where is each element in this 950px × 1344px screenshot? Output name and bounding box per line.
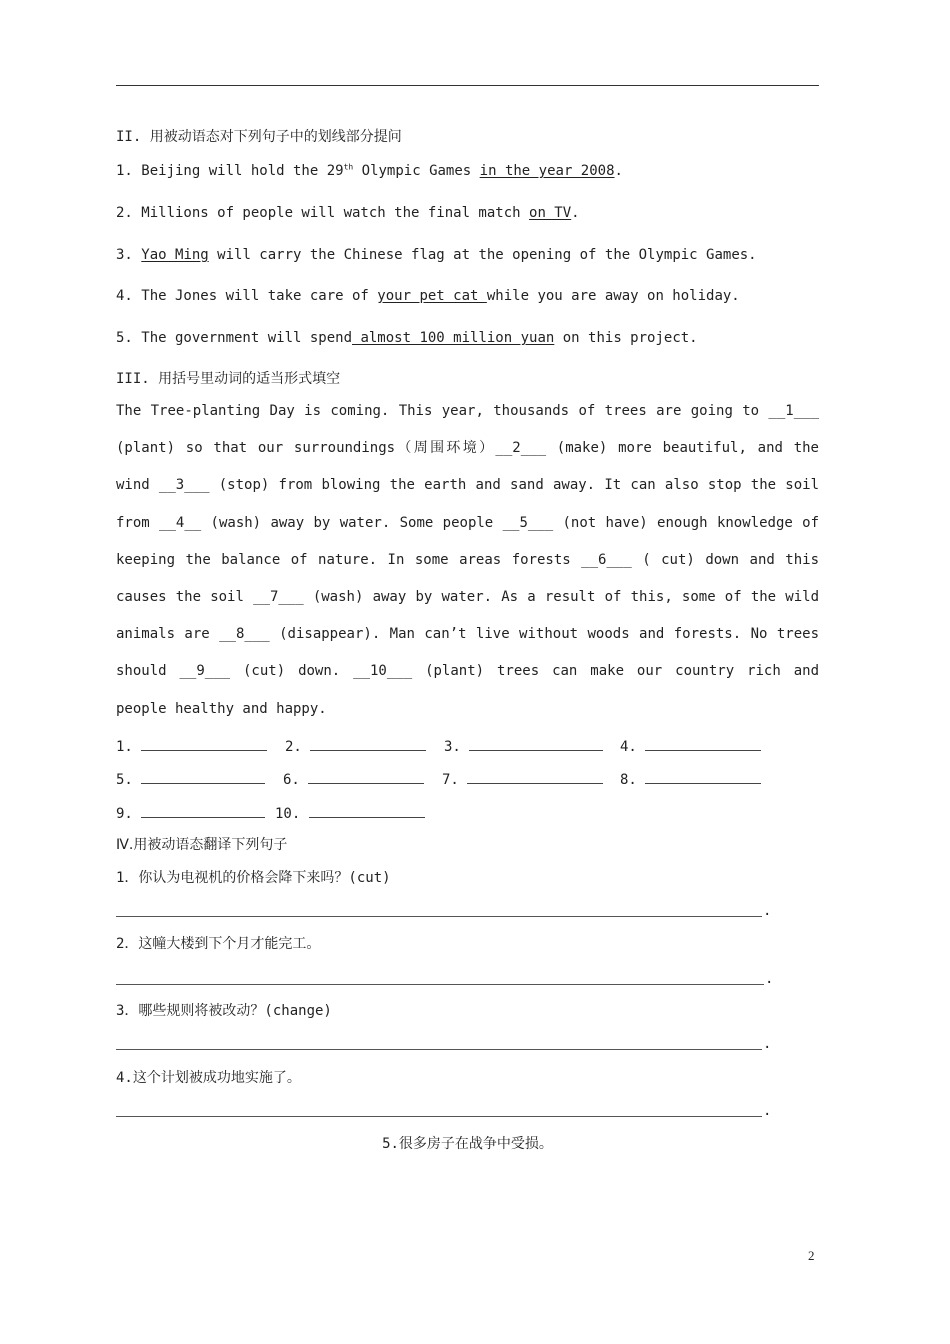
answer-3[interactable]: 3. xyxy=(444,736,603,756)
answer-blank[interactable] xyxy=(645,769,761,784)
translation-line-2[interactable] xyxy=(116,984,764,985)
answer-9[interactable]: 9. xyxy=(116,803,265,823)
section3-passage: The Tree-planting Day is coming. This year, thousands of trees are going to __1___ (plant) so that our surroundings（周围环境）__2___ (make) more beautiful, and the wind __3___ (stop) from blowing the earth and sand away. It can also stop the soil from __4__ (wash) away by water. Some people __5___ (not have) enough knowledge of keeping the balance of nature. In some areas forests __6___ ( cut) down and this causes the soil __7___ (wash) away by water. As a result of this, some of the wild animals are __8___ (disappear). Man can’t live without woods and forests. No trees should __9___ (cut) down. __10___ (plant) trees can make our country rich and people healthy and happy. xyxy=(116,403,819,717)
answer-blank[interactable] xyxy=(469,736,603,751)
answer-blank[interactable] xyxy=(309,803,425,818)
translation-line-1[interactable] xyxy=(116,916,762,917)
underlined-phrase: on TV xyxy=(529,205,572,221)
answer-1[interactable]: 1. xyxy=(116,736,267,756)
answer-2[interactable]: 2. xyxy=(285,736,426,756)
section2-heading: II. 用被动语态对下列句子中的划线部分提问 xyxy=(116,129,402,145)
header-rule xyxy=(116,85,819,86)
answer-blank[interactable] xyxy=(308,769,424,784)
section2-item-5: 5. The government will spend almost 100 million yuan on this project. xyxy=(116,330,698,346)
answer-4[interactable]: 4. xyxy=(620,736,761,756)
section2-item-2: 2. Millions of people will watch the final match on TV. xyxy=(116,205,580,221)
section3-heading: III. 用括号里动词的适当形式填空 xyxy=(116,371,341,387)
translation-line-4[interactable] xyxy=(116,1116,762,1117)
underlined-phrase: Yao Ming xyxy=(141,247,209,263)
underlined-phrase: your pet cat xyxy=(377,288,487,304)
section2-item-1: 1. Beijing will hold the 29th Olympic Games in the year 2008. xyxy=(116,162,623,179)
answer-blank[interactable] xyxy=(467,769,603,784)
section4-item-3: 3．哪些规则将被改动？(change) xyxy=(116,1003,332,1019)
answer-5[interactable]: 5. xyxy=(116,769,265,789)
answer-7[interactable]: 7. xyxy=(442,769,603,789)
underlined-phrase: almost 100 million yuan xyxy=(352,330,555,346)
section4-heading: Ⅳ.用被动语态翻译下列句子 xyxy=(116,837,288,853)
underlined-phrase: in the year 2008 xyxy=(479,163,615,179)
answer-6[interactable]: 6. xyxy=(283,769,424,789)
answer-8[interactable]: 8. xyxy=(620,769,761,789)
answer-blank[interactable] xyxy=(141,803,265,818)
answer-blank[interactable] xyxy=(141,769,265,784)
section4-item-2: 2．这幢大楼到下个月才能完工。 xyxy=(116,936,321,952)
section2-item-4: 4. The Jones will take care of your pet cat while you are away on holiday. xyxy=(116,288,740,304)
answer-blank[interactable] xyxy=(310,736,426,751)
section4-item-1: 1．你认为电视机的价格会降下来吗？(cut) xyxy=(116,870,391,886)
section4-item-4: 4.这个计划被成功地实施了。 xyxy=(116,1070,301,1086)
answer-blank[interactable] xyxy=(645,736,761,751)
section4-item-5: 5.很多房子在战争中受损。 xyxy=(382,1136,553,1152)
answer-10[interactable]: 10. xyxy=(275,803,425,823)
page-number: 2 xyxy=(808,1248,815,1263)
answer-blank[interactable] xyxy=(141,736,267,751)
translation-line-3[interactable] xyxy=(116,1049,762,1050)
section2-item-3: 3. Yao Ming will carry the Chinese flag at the opening of the Olympic Games. xyxy=(116,247,757,263)
